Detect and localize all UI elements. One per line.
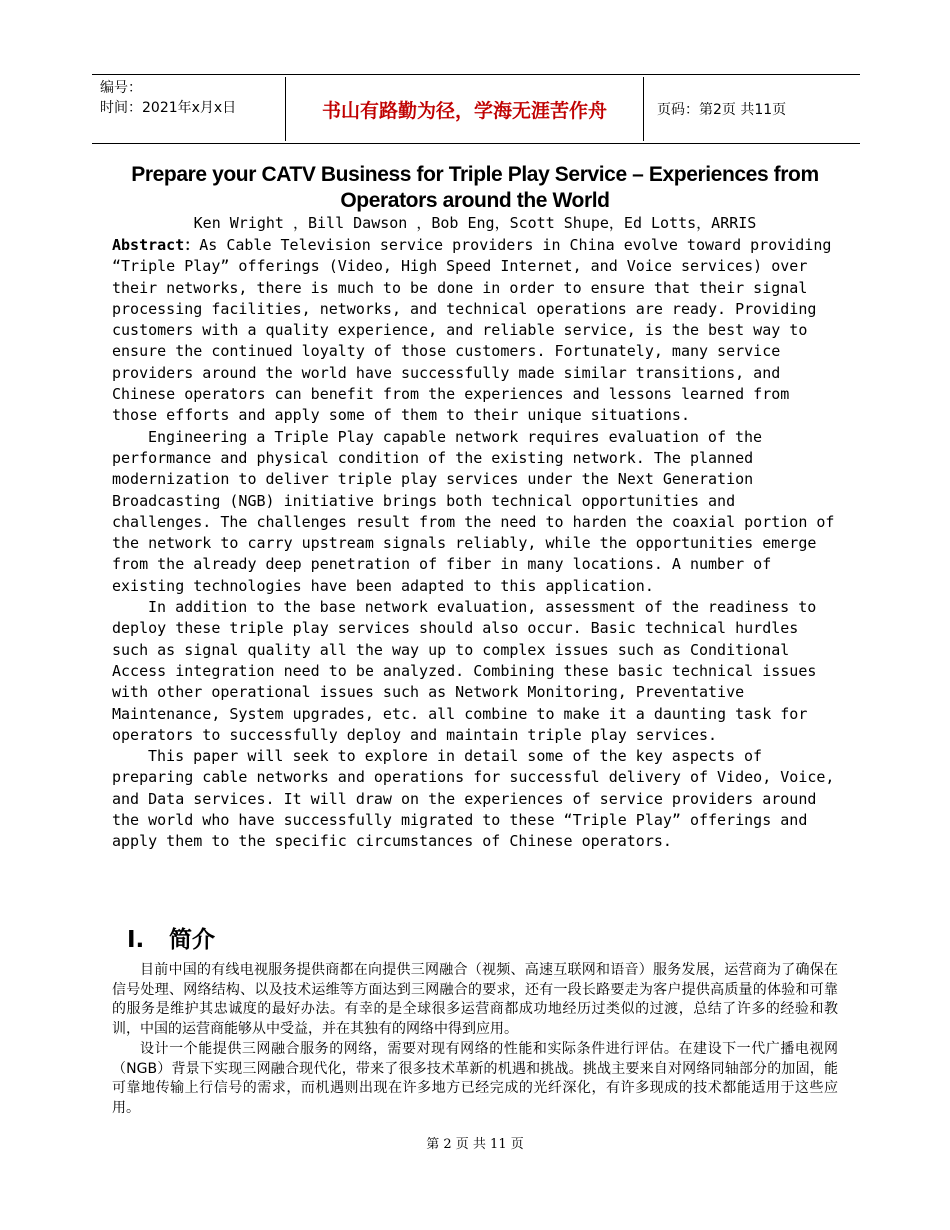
header-number-label: 编号： (100, 80, 142, 96)
chinese-body (112, 961, 838, 1119)
chinese-paragraph: 设计一个能提供三网融合服务的网络，需要对现有网络的性能和实际条件进行评估。在建设下一代广播电视网（NGB）背景下实现三网融合现代化，带来了很多技术革新的机遇和挑战。挑战主要来自对网络同轴部分的加固，能可靠地传输上行信号的需求，而机遇则出现在许多地方已经完成的光纤深化，有许多现成的技术都能适用于这些应用。 (112, 1040, 838, 1116)
header-time-label: 时间：2021年x月x日 (100, 100, 237, 116)
page-footer: 第 2 页 共 11 页 (426, 1137, 524, 1152)
body-paragraph: Engineering a Triple Play capable network requires evaluation of the performance and physical condition of the existing network. The planned modernization to deliver triple play services under the Next Generation Broadcasting (NGB) initiative brings both technical opportunities and challenges. The challenges result from the need to harden the coaxial portion of the network to carry upstream signals reliably, while the opportunities emerge from the already deep penetration of fiber in many locations. A number of existing technologies have been adapted to this application. (112, 427, 835, 595)
abstract-label: Abstract： (112, 236, 200, 254)
header-page-info: 页码：第2页 共11页 (657, 102, 787, 118)
header-meta (100, 78, 236, 118)
section-number: I. (127, 927, 145, 953)
english-body (112, 235, 840, 853)
paper-authors: Ken Wright ，Bill Dawson ，Bob Eng，Scott Shupe，Ed Lotts，ARRIS (193, 214, 757, 232)
abstract-paragraph (112, 235, 840, 427)
body-paragraph: In addition to the base network evaluation, assessment of the readiness to deploy these triple play services should also occur. Basic technical hurdles such as signal quality all the way up to complex issues such as Conditional Access integration need to be analyzed. Combining these basic technical issues with other operational issues such as Network Monitoring, Preventative Maintenance, System upgrades, etc. all combine to make it a daunting task for operators to successfully deploy and maintain triple play services. (112, 598, 817, 744)
section-title: 简介 (169, 927, 215, 953)
abstract-text: As Cable Television service providers in China evolve toward providing “Triple Play” offerings (Video, High Speed Internet, and Voice services) over their networks, there is much to be done in order to ensure that their signal processing facilities, networks, and technical operations are ready. Providing customers with a quality experience, and reliable service, is the best way to ensure the continued loyalty of those customers. Fortunately, many service providers around the world have successfully made similar transitions, and Chinese operators can benefit from the experiences and lessons learned from those efforts and apply some of them to their unique situations. (112, 236, 832, 425)
page-header (92, 74, 860, 144)
paper-title: Prepare your CATV Business for Triple Play Service – Experiences from Operators around the World (131, 163, 819, 212)
body-paragraph: This paper will seek to explore in detail some of the key aspects of preparing cable networks and operations for successful delivery of Video, Voice, and Data services. It will draw on the experiences of service providers around the world who have successfully migrated to these “Triple Play” offerings and apply them to the specific circumstances of Chinese operators. (112, 747, 835, 851)
header-motto: 书山有路勤为径，学海无涯苦作舟 (285, 77, 644, 141)
section-heading (127, 921, 215, 954)
chinese-paragraph: 目前中国的有线电视服务提供商都在向提供三网融合（视频、高速互联网和语音）服务发展，运营商为了确保在信号处理、网络结构、以及技术运维等方面达到三网融合的要求，还有一段长路要走为客户提供高质量的体验和可靠的服务是维护其忠诚度的最好办法。有幸的是全球很多运营商都成功地经历过类似的过渡，总结了许多的经验和教训，中国的运营商能够从中受益，并在其独有的网络中得到应用。 (112, 962, 838, 1038)
